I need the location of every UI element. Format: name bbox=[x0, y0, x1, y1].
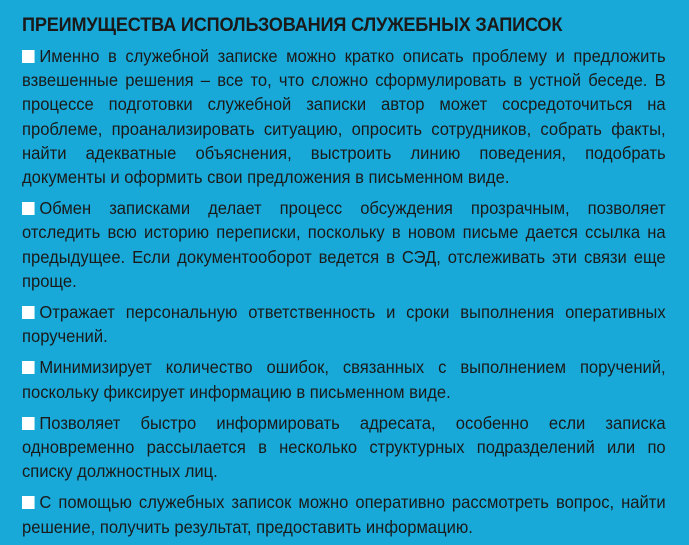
list-item-text: Обмен записками делает процесс обсуждения прозрачным, позволяет отследить всю историю переписки, поскольку в новом письме дается ссылка на предыдущее. Если документооборот ведется в СЭД, отслеживать эти связи еще проще. bbox=[22, 198, 666, 291]
square-bullet-icon bbox=[22, 496, 35, 509]
list-item-text: Позволяет быстро информировать адресата, особенно если записка одновременно рассылается в несколько структурных подразделений или по списку должностных лиц. bbox=[22, 412, 666, 482]
square-bullet-icon bbox=[22, 361, 35, 374]
list-item-text: Отражает персональную ответственность и сроки выполнения оперативных поручений. bbox=[22, 302, 666, 347]
page-title: ПРЕИМУЩЕСТВА ИСПОЛЬЗОВАНИЯ СЛУЖЕБНЫХ ЗАПИСОК bbox=[22, 14, 563, 36]
list-item bbox=[22, 355, 666, 403]
list-item bbox=[22, 196, 666, 293]
list-item-text: Минимизирует количество ошибок, связанных с выполнением поручений, поскольку фиксирует информацию в письменном виде. bbox=[22, 357, 666, 402]
list-item bbox=[22, 490, 666, 538]
list-item bbox=[22, 411, 666, 484]
list-item-text: С помощью служебных записок можно оперативно рассмотреть вопрос, найти решение, получить результат, предоставить информацию. bbox=[22, 492, 666, 537]
square-bullet-icon bbox=[22, 417, 35, 430]
list-item-text: Именно в служебной записке можно кратко описать проблему и предложить взвешенные решения – все то, что сложно сформулировать в устной беседе. В процессе подготовки служебной записки автор может сосредоточиться на проблеме, проанализировать ситуацию, опросить сотрудников, собрать факты, найти адекватные объяснения, выстроить линию поведения, подобрать документы и оформить свои предложения в письменном виде. bbox=[22, 46, 666, 188]
square-bullet-icon bbox=[22, 202, 35, 215]
list-item bbox=[22, 300, 666, 348]
square-bullet-icon bbox=[22, 306, 35, 319]
square-bullet-icon bbox=[22, 50, 35, 63]
list-item bbox=[22, 44, 666, 189]
